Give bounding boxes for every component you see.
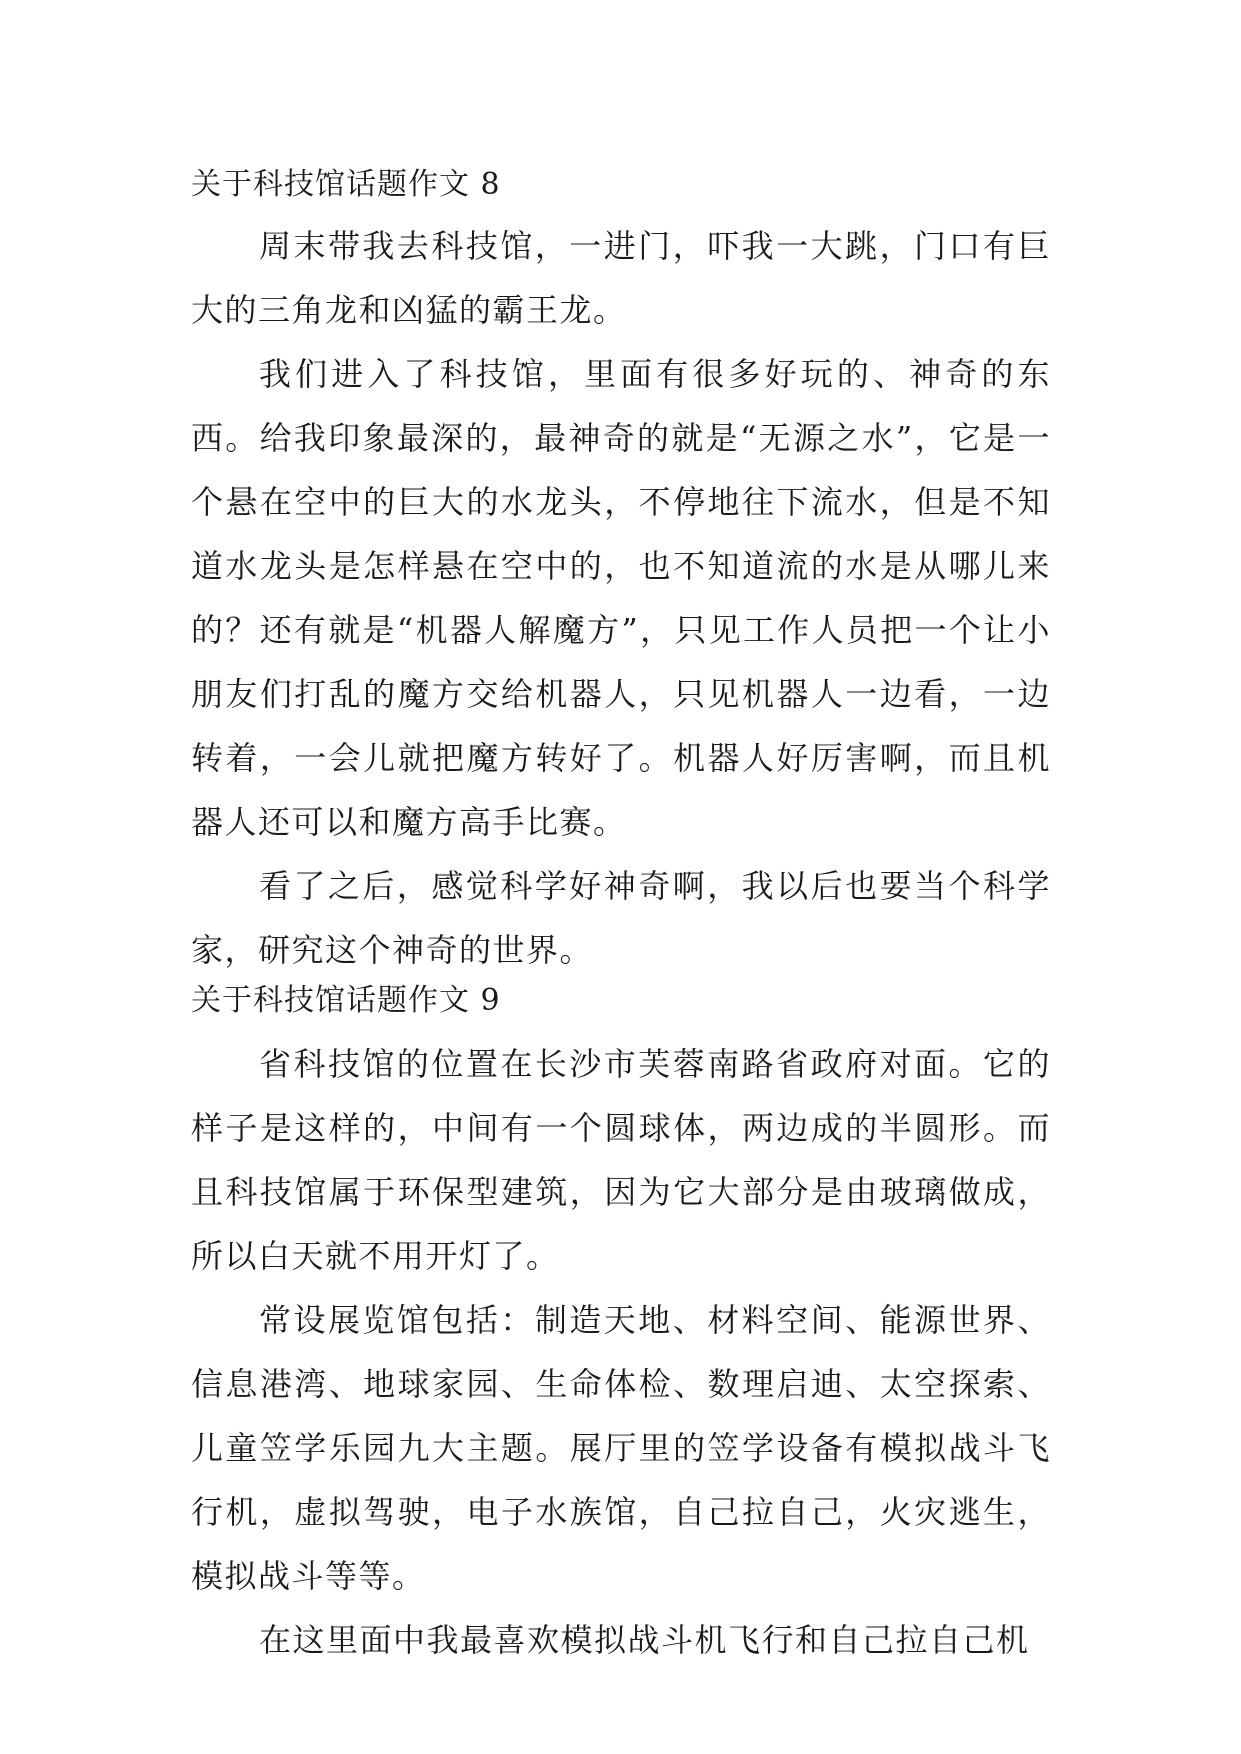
- paragraph: 看了之后，感觉科学好神奇啊，我以后也要当个科学家，研究这个神奇的世界。: [191, 867, 1051, 969]
- section-heading: 关于科技馆话题作文 8: [191, 167, 501, 202]
- paragraph: 在这里面中我最喜欢模拟战斗机飞行和自己拉自己机: [259, 1621, 1030, 1659]
- document-page: [191, 160, 1051, 1672]
- paragraph: 常设展览馆包括：制造天地、材料空间、能源世界、信息港湾、地球家园、生命体检、数理启迪、太空探索、儿童笠学乐园九大主题。展厅里的笠学设备有模拟战斗飞行机，虚拟驾驶，电子水族馆，自己拉自己，火灾逃生，模拟战斗等等。: [191, 1301, 1051, 1595]
- paragraph: 周末带我去科技馆，一进门，吓我一大跳，门口有巨大的三角龙和凶猛的霸王龙。: [191, 227, 1051, 329]
- section-heading: 关于科技馆话题作文 9: [191, 983, 501, 1018]
- paragraph: 省科技馆的位置在长沙市芙蓉南路省政府对面。它的样子是这样的，中间有一个圆球体，两边成的半圆形。而且科技馆属于环保型建筑，因为它大部分是由玻璃做成，所以白天就不用开灯了。: [191, 1045, 1051, 1275]
- paragraph: 我们进入了科技馆，里面有很多好玩的、神奇的东西。给我印象最深的，最神奇的就是“无源之水”，它是一个悬在空中的巨大的水龙头，不停地往下流水，但是不知道水龙头是怎样悬在空中的，也不知道流的水是从哪儿来的？还有就是“机器人解魔方”，只见工作人员把一个让小朋友们打乱的魔方交给机器人，只见机器人一边看，一边转着，一会儿就把魔方转好了。机器人好厉害啊，而且机器人还可以和魔方高手比赛。: [191, 355, 1051, 841]
